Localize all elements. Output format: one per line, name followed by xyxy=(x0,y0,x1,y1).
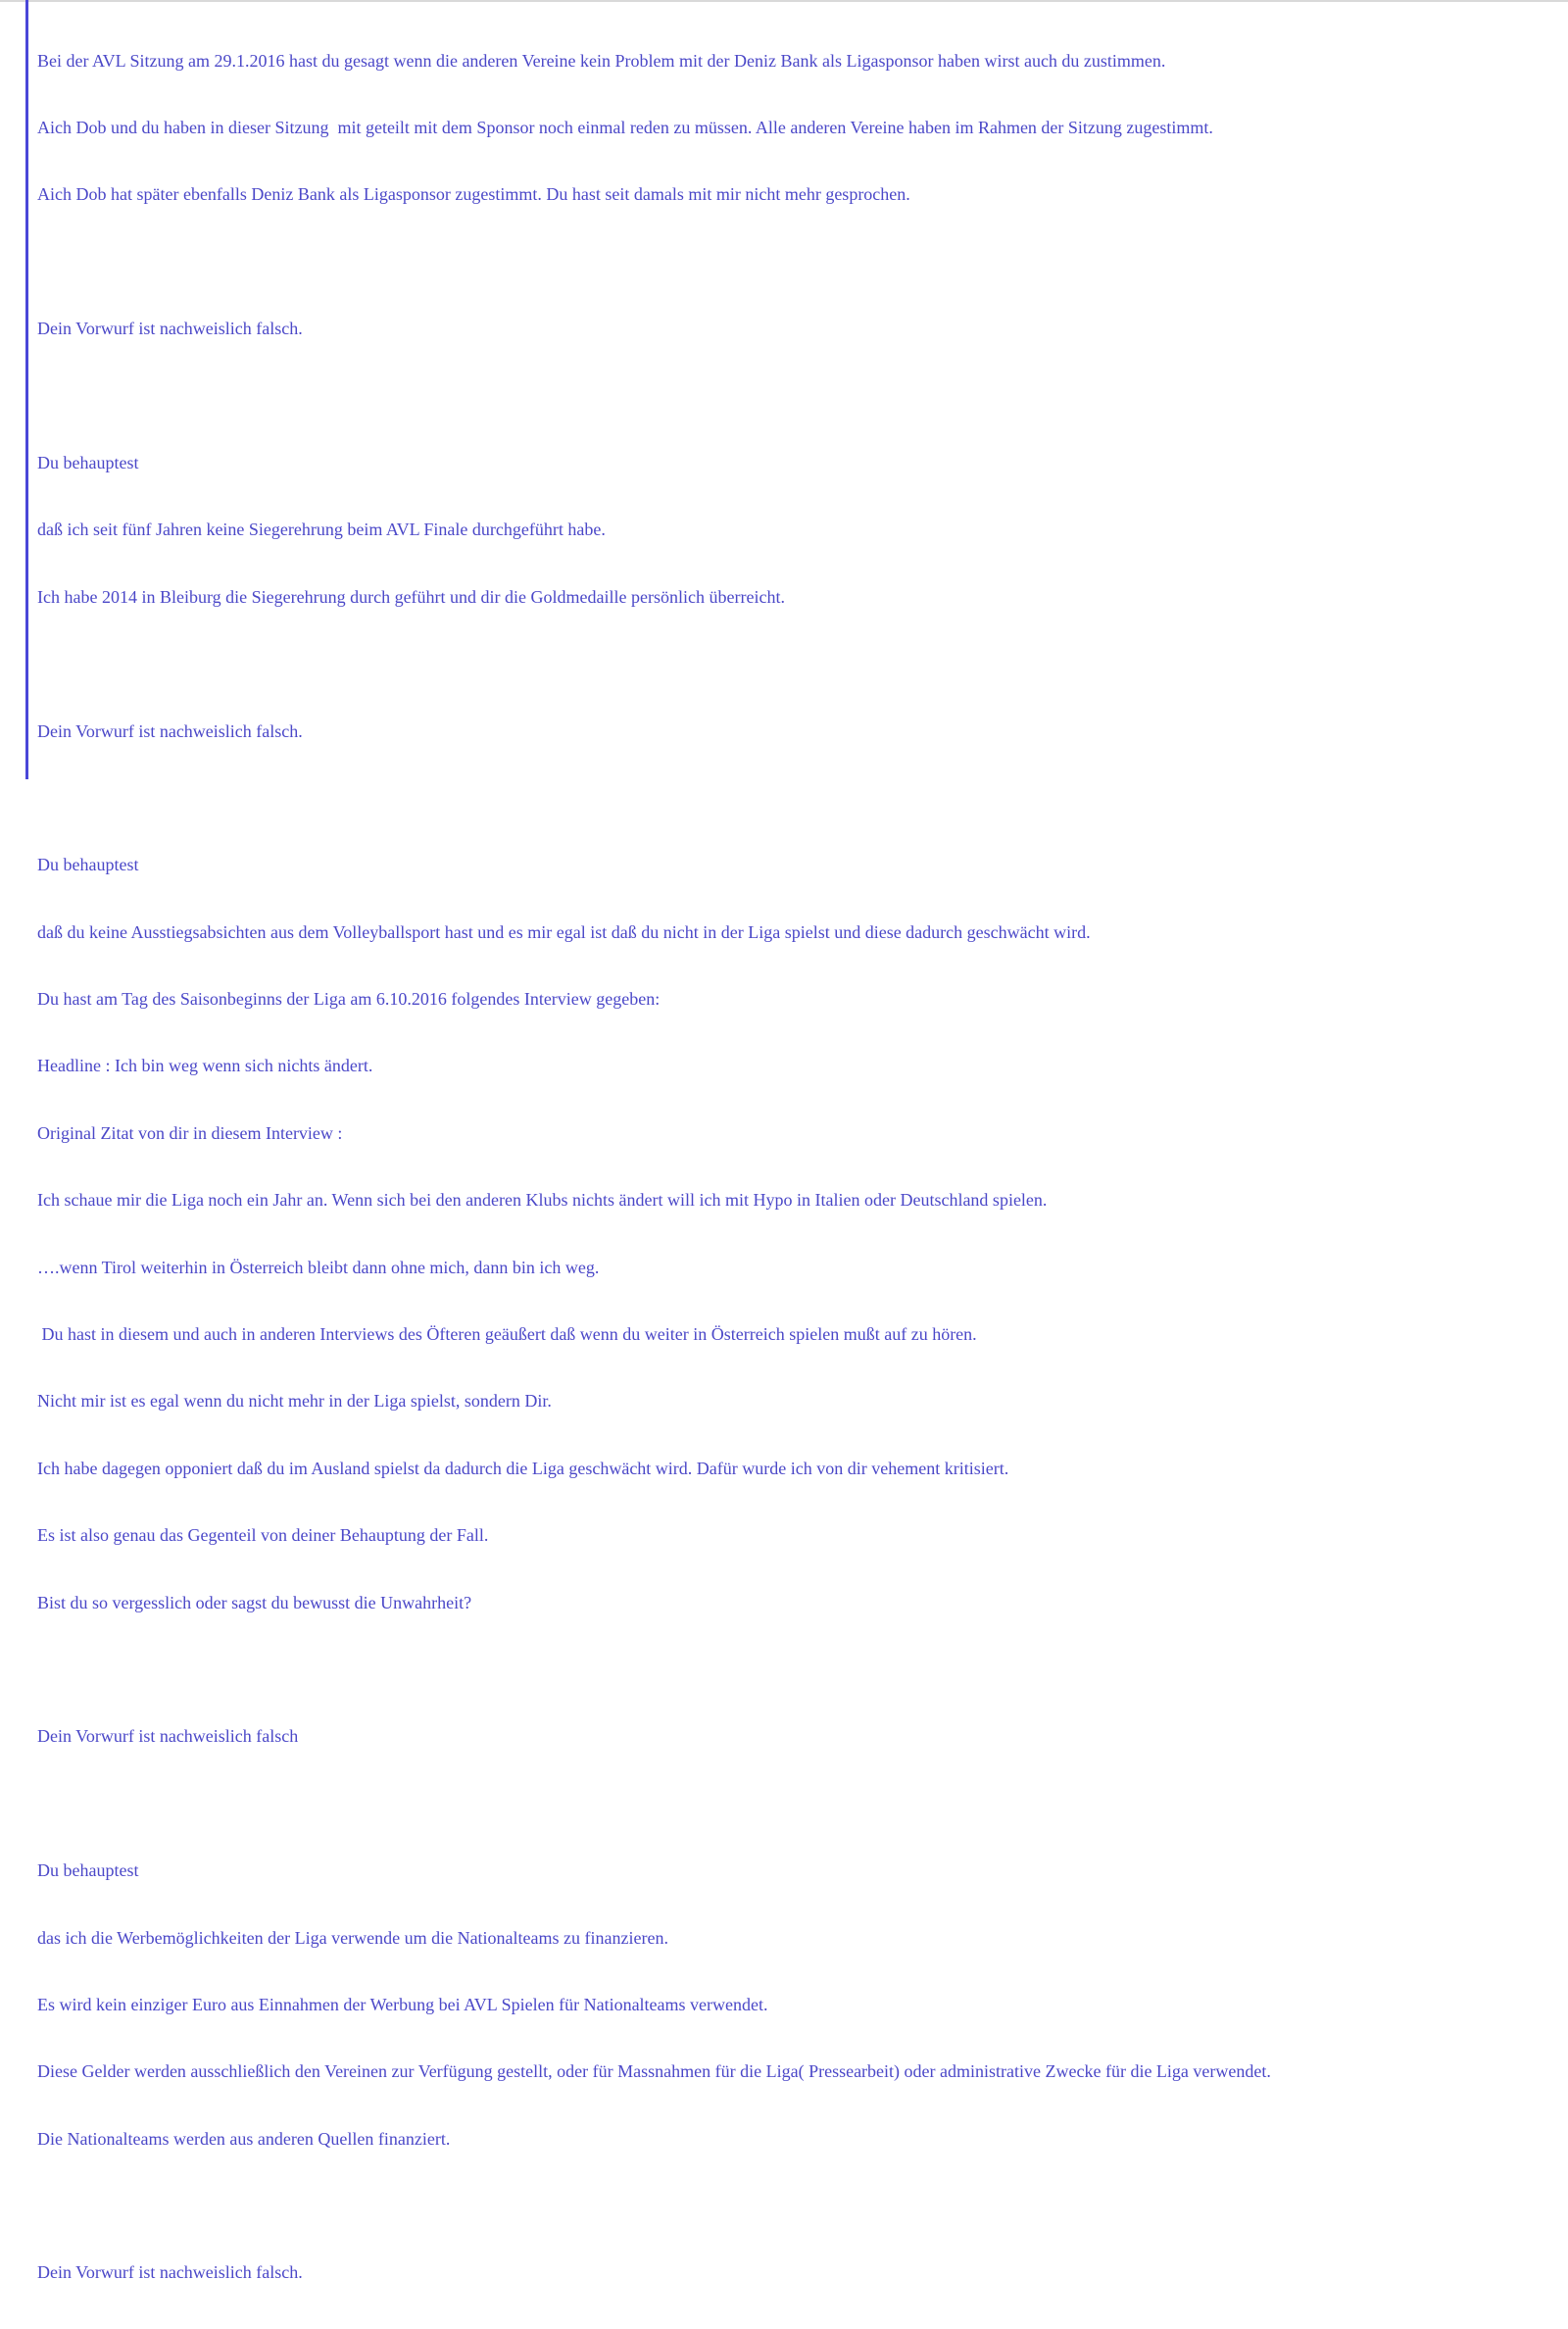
email-line: daß du keine Ausstiegsabsichten aus dem Volleyballsport hast und es mir egal ist daß du nicht in der Liga spielst und diese dadurch geschwächt wird. xyxy=(37,921,1091,942)
top-divider xyxy=(0,0,1568,2)
email-line: Du hast am Tag des Saisonbeginns der Liga am 6.10.2016 folgendes Interview gegeben: xyxy=(37,989,661,1010)
email-line xyxy=(37,1659,1568,1681)
email-line: Ich habe 2014 in Bleiburg die Siegerehrung durch geführt und dir die Goldmedaille persönlich überreicht. xyxy=(37,586,785,607)
email-line xyxy=(37,1793,1568,1815)
email-line: Dein Vorwurf ist nachweislich falsch. xyxy=(37,2262,303,2283)
email-line: Nicht mir ist es egal wenn du nicht mehr in der Liga spielst, sondern Dir. xyxy=(37,1391,552,1412)
email-line: Ich habe dagegen opponiert daß du im Ausland spielst da dadurch die Liga geschwächt wird. Dafür wurde ich von dir vehement kritisiert. xyxy=(37,1458,1009,1478)
email-line: Es wird kein einziger Euro aus Einnahmen der Werbung bei AVL Spielen für Nationalteams verwendet. xyxy=(37,1994,768,2014)
email-line xyxy=(37,653,1568,675)
email-line: Bei der AVL Sitzung am 29.1.2016 hast du gesagt wenn die anderen Vereine kein Problem mit der Deniz Bank als Ligasponsor haben wirst auch du zustimmen. xyxy=(37,50,1166,71)
email-line: Dein Vorwurf ist nachweislich falsch. xyxy=(37,319,303,339)
email-line: Aich Dob hat später ebenfalls Deniz Bank als Ligasponsor zugestimmt. Du hast seit damals mit mir nicht mehr gesprochen. xyxy=(37,184,910,205)
email-line: Ich schaue mir die Liga noch ein Jahr an. Wenn sich bei den anderen Klubs nichts ändert will ich mit Hypo in Italien oder Deutschland spielen. xyxy=(37,1190,1048,1211)
email-line: Es ist also genau das Gegenteil von deiner Behauptung der Fall. xyxy=(37,1525,489,1546)
email-line: das ich die Werbemöglichkeiten der Liga verwende um die Nationalteams zu finanzieren. xyxy=(37,1927,668,1948)
email-line: Du behauptest xyxy=(37,855,139,875)
email-line: Aich Dob und du haben in dieser Sitzung mit geteilt mit dem Sponsor noch einmal reden zu müssen. Alle anderen Vereine haben im Rahmen der Sitzung zugestimmt. xyxy=(37,117,1213,137)
email-line: Diese Gelder werden ausschließlich den Vereinen zur Verfügung gestellt, oder für Massnahmen für die Liga( Pressearbeit) oder administrative Zwecke für die Liga verwendet. xyxy=(37,2061,1271,2082)
email-line: Original Zitat von dir in diesem Interview : xyxy=(37,1122,343,1143)
email-line: Dein Vorwurf ist nachweislich falsch xyxy=(37,1726,299,1747)
email-line xyxy=(37,787,1568,810)
email-line: Headline : Ich bin weg wenn sich nichts ändert. xyxy=(37,1056,373,1076)
email-line: Dein Vorwurf ist nachweislich falsch. xyxy=(37,720,303,741)
email-line: Bist du so vergesslich oder sagst du bewusst die Unwahrheit? xyxy=(37,1592,472,1612)
email-line: Du hast in diesem und auch in anderen Interviews des Öfteren geäußert daß wenn du weiter in Österreich spielen mußt auf zu hören. xyxy=(37,1324,977,1345)
email-line: Du behauptest xyxy=(37,1860,139,1881)
email-body xyxy=(37,5,1568,2329)
email-line: Die Nationalteams werden aus anderen Quellen finanziert. xyxy=(37,2128,451,2149)
email-line: daß ich seit fünf Jahren keine Siegerehrung beim AVL Finale durchgeführt habe. xyxy=(37,520,606,540)
email-line xyxy=(37,385,1568,408)
email-line: Du behauptest xyxy=(37,452,139,472)
quote-bar xyxy=(25,0,28,779)
email-line xyxy=(37,251,1568,273)
email-line xyxy=(37,2195,1568,2217)
email-line: ….wenn Tirol weiterhin in Österreich bleibt dann ohne mich, dann bin ich weg. xyxy=(37,1257,600,1277)
